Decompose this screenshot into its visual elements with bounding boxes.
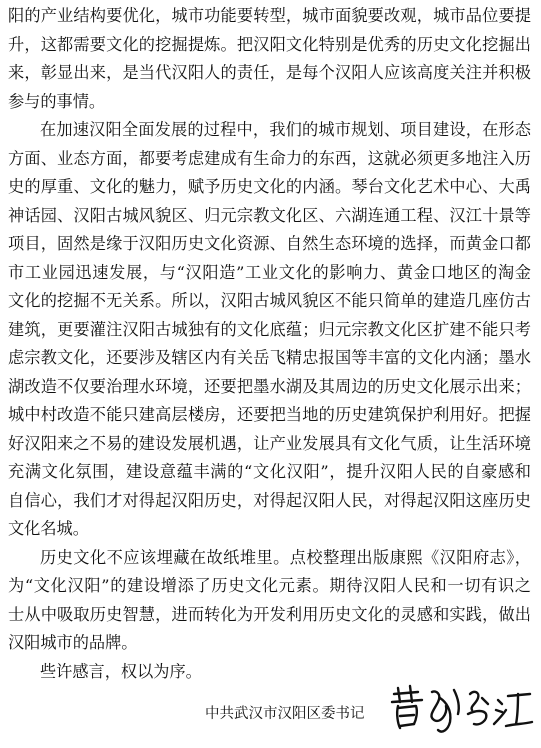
text-line: 充满文化氛围，建设意蕴丰满的“文化汉阳”，提升汉阳人民的自豪感和 — [8, 462, 531, 481]
text-line: 神话园、汉阳古城风貌区、归元宗教文化区、六湖连通工程、汉江十景等 — [8, 205, 531, 225]
text-line: 历史文化不应该埋藏在故纸堆里。点校整理出版康熙《汉阳府志》， — [40, 547, 531, 567]
text-line: 汉阳城市的品牌。 — [8, 633, 138, 652]
text-line: 项目，固然是缘于汉阳历史文化资源、自然生态环境的选择，而黄金口都 — [8, 234, 531, 253]
text-line: 史的厚重、文化的魅力，赋予历史文化的内涵。琴台文化艺术中心、大禹 — [8, 177, 531, 196]
paragraph — [8, 2, 531, 116]
text-line: 城中村改造不能只建高层楼房，还要把当地的历史建筑保护利用好。把握 — [8, 405, 531, 424]
text-line: 文化名城。 — [8, 519, 89, 538]
text-line: 虑宗教文化，还要涉及辖区内有关岳飞精忠报国等丰富的文化内涵；墨水 — [8, 348, 531, 367]
text-line: 方面、业态方面，都要考虑建成有生命力的东西，这就必须更多地注入历 — [8, 148, 531, 168]
text-line: 文化的挖掘不无关系。所以，汉阳古城风貌区不能只简单的建造几座仿古 — [8, 291, 531, 310]
paragraph — [8, 116, 531, 544]
text-line: 些许感言，权以为序。 — [40, 661, 202, 681]
text-line: 好汉阳来之不易的建设发展机遇，让产业发展具有文化气质，让生活环境 — [8, 433, 531, 453]
text-line: 来，彰显出来，是当代汉阳人的责任，是每个汉阳人应该高度关注并积极 — [8, 63, 531, 82]
text-line: 参与的事情。 — [8, 91, 106, 111]
body-text — [8, 2, 531, 686]
text-line: 自信心，我们才对得起汉阳历史，对得起汉阳人民，对得起汉阳这座历史 — [8, 490, 531, 510]
text-line: 建筑，更要灌注汉阳古城独有的文化底蕴；归元宗教文化区扩建不能只考 — [8, 319, 531, 339]
signature-block — [0, 680, 541, 740]
text-line: 阳的产业结构要优化，城市功能要转型，城市面貌要改观，城市品位要提 — [8, 6, 531, 25]
text-line: 士从中吸取历史智慧，进而转化为开发利用历史文化的灵感和实践，做出 — [8, 604, 531, 624]
text-line: 在加速汉阳全面发展的过程中，我们的城市规划、项目建设，在形态 — [40, 120, 531, 139]
text-line: 升，这都需要文化的挖掘提炼。把汉阳文化特别是优秀的历史文化挖掘出 — [8, 34, 531, 54]
text-line: 为“文化汉阳”的建设增添了历史文化元素。期待汉阳人民和一切有识之 — [8, 576, 531, 595]
paragraph — [8, 544, 531, 658]
text-line: 市工业园迅速发展，与“汉阳造”工业文化的影响力、黄金口地区的淘金 — [8, 262, 531, 282]
text-line: 湖改造不仅要治理水环境，还要把墨水湖及其周边的历史文化展示出来； — [8, 376, 531, 396]
signature-caption: 中共武汉市汉阳区委书记 — [205, 706, 365, 722]
handwritten-signature — [388, 680, 536, 738]
